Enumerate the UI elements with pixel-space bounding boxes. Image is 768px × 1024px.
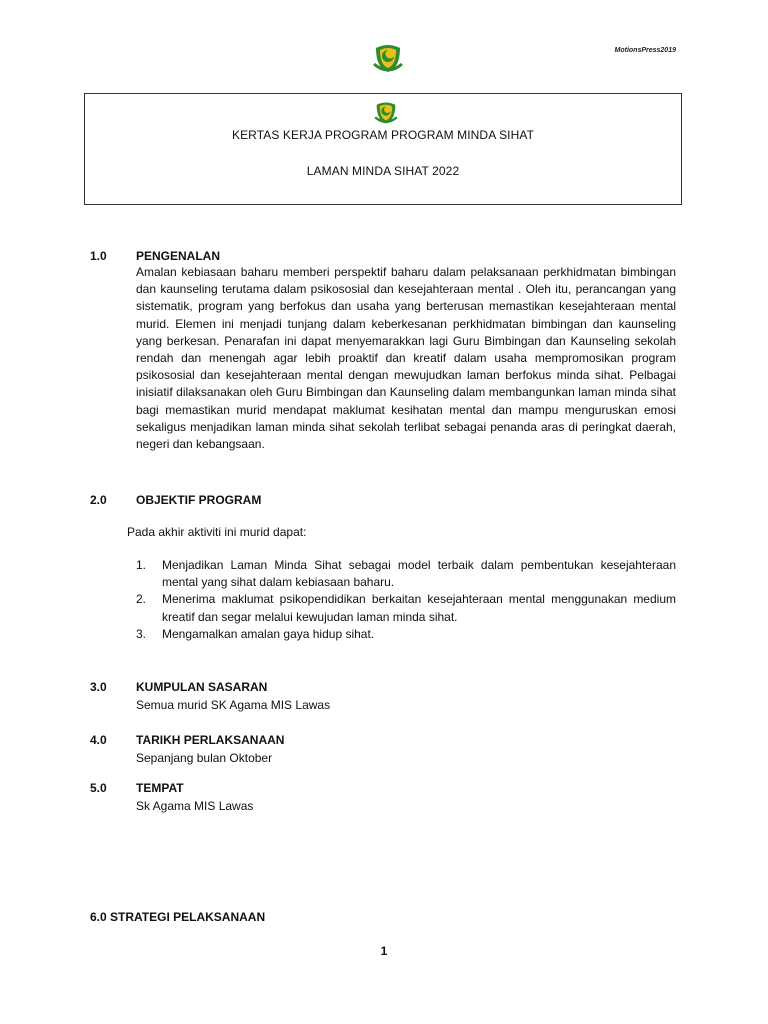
objective-list [136,557,676,643]
school-logo-small-icon [372,97,400,125]
school-logo-icon [370,38,406,74]
objective-intro: Pada akhir aktiviti ini murid dapat: [127,525,307,539]
section-heading-strategi: 6.0 STRATEGI PELAKSANAAN [90,910,266,924]
section-number: 4.0 [90,733,107,747]
section-number: 1.0 [90,249,107,263]
section-heading-kumpulan-sasaran: KUMPULAN SASARAN [136,680,268,694]
list-item [136,591,676,625]
section-heading-objektif: OBJEKTIF PROGRAM [136,493,262,507]
list-item [136,626,676,643]
section-text-tempat: Sk Agama MIS Lawas [136,799,254,813]
list-item-number: 3. [136,626,147,641]
page-number: 1 [380,944,388,958]
list-item [136,557,676,591]
document-title: KERTAS KERJA PROGRAM PROGRAM MINDA SIHAT [231,128,535,142]
section-text-kumpulan-sasaran: Semua murid SK Agama MIS Lawas [136,698,331,712]
section-heading-tarikh: TARIKH PERLAKSANAAN [136,733,285,747]
list-item-text: Mengamalkan amalan gaya hidup sihat. [162,626,375,641]
section-number: 5.0 [90,781,107,795]
section-heading-tempat: TEMPAT [136,781,184,795]
section-text-tarikh: Sepanjang bulan Oktober [136,751,273,765]
list-item-text: Menerima maklumat psikopendidikan berkaitan kesejahteraan mental menggunakan medium kreatif dan segar melalui kewujudan laman minda sihat. [162,592,676,624]
section-number: 2.0 [90,493,107,507]
list-item-text: Menjadikan Laman Minda Sihat sebagai model terbaik dalam pembentukan kesejahteraan mental yang sihat dalam kebiasaan baharu. [162,558,676,590]
header-note: MotionsPress2019 [614,47,676,54]
list-item-number: 2. [136,592,147,607]
document-subtitle: LAMAN MINDA SIHAT 2022 [306,164,460,178]
section-number: 3.0 [90,680,107,694]
section-heading-pengenalan: PENGENALAN [136,249,221,263]
section-text-pengenalan: Amalan kebiasaan baharu memberi perspektif baharu dalam pelaksanaan perkhidmatan bimbingan dan kaunseling terutama dalam psikososial dan kesejahteraan mental . Oleh itu, perancangan yang sistematik, program yang berfokus dan usaha yang berterusan memastikan kesejahteraan mental murid. Elemen ini menjadi tunjang dalam keberkesanan perkhidmatan bimbingan dan kaunseling yang berkesan. Penarafan ini dapat menyemarakkan lagi Guru Bimbingan dan Kaunseling sekolah rendah dan menengah agar lebih proaktif dan kreatif dalam usaha mempromosikan program psikososial dan kesejahteraan mental dengan mewujudkan laman berfokus minda sihat. Pelbagai inisiatif dilaksanakan oleh Guru Bimbingan dan Kaunseling dalam membangunkan laman minda sihat bagi memastikan murid mendapat maklumat kesihatan mental dan mampu menguruskan emosi sekaligus menjadikan laman minda sihat sekolah terlibat sebagai penanda aras di peringkat daerah, negeri dan kebangsaan. [136,265,676,452]
list-item-number: 1. [136,558,147,572]
